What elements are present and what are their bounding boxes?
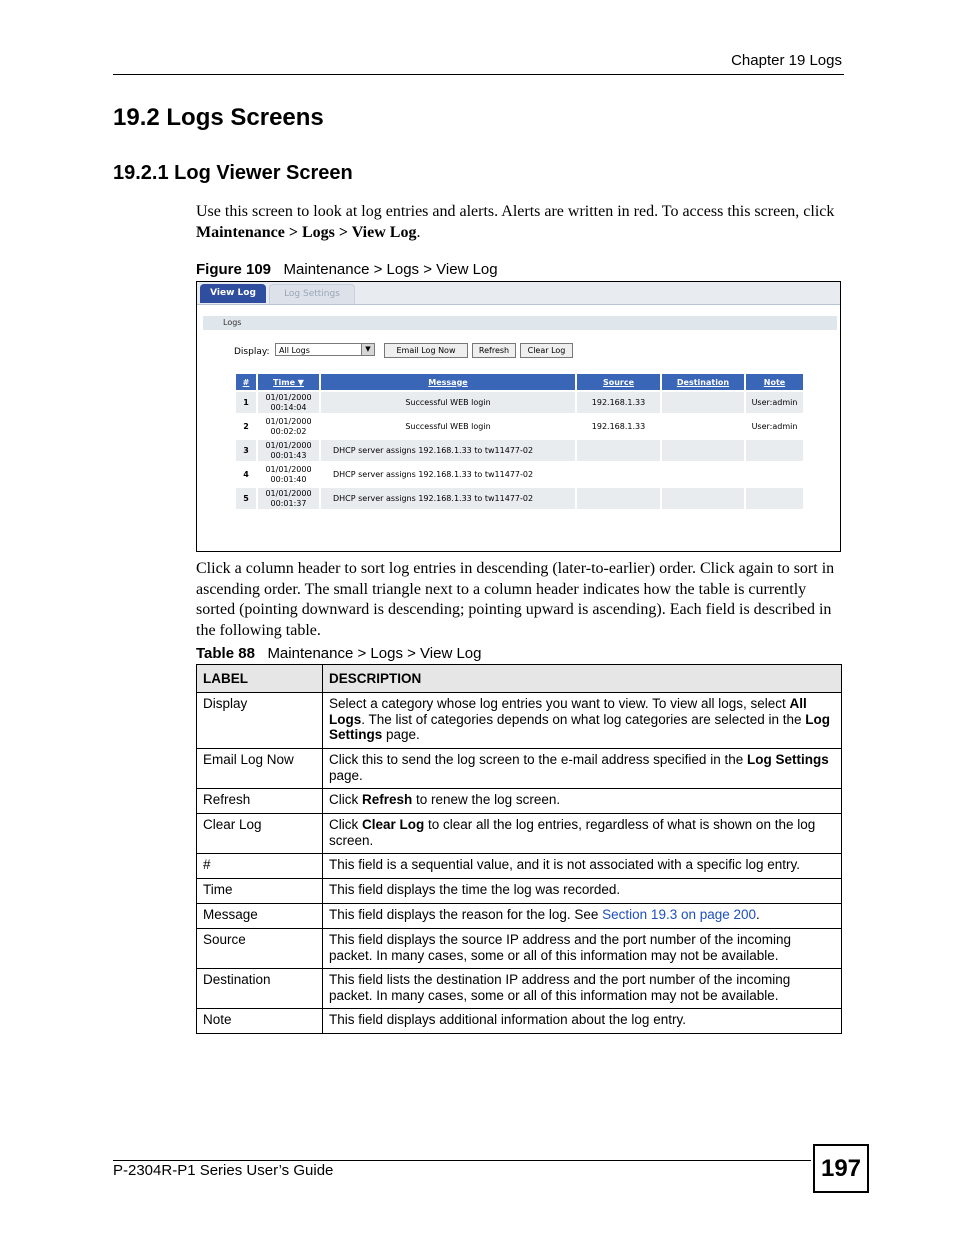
log-destination [662,392,744,413]
log-destination [662,488,744,509]
log-note: User:admin [746,392,803,413]
intro-menu-path: Maintenance > Logs > View Log [196,223,417,241]
table-row [197,879,842,904]
row-description [323,814,842,854]
desc-bold: Clear Log [362,817,425,832]
log-source [577,440,660,461]
log-row [236,416,803,437]
row-description: This field displays the time the log was recorded. [323,879,842,904]
log-note [746,440,803,461]
intro-text: Use this screen to look at log entries and alerts. Alerts are written in red. To access this screen, click [196,203,835,220]
row-description [323,904,842,929]
refresh-button[interactable]: Refresh [472,343,516,358]
log-note [746,488,803,509]
table-row [197,789,842,814]
desc-bold: Refresh [362,792,413,807]
display-select-value: All Logs [279,346,310,355]
tab-bar [197,282,840,305]
tab-log-settings[interactable]: Log Settings [269,284,355,304]
desc-text: Click [329,817,362,832]
log-date: 01/01/2000 [265,392,312,402]
figure-caption [196,261,498,278]
section-link[interactable]: Section 19.3 on page 200 [602,907,757,922]
log-table-header [236,374,803,390]
table-caption [196,645,481,662]
header-label: LABEL [197,665,323,693]
guide-title: P-2304R-P1 Series User’s Guide [113,1162,334,1179]
intro-period: . [416,223,421,241]
header-description: DESCRIPTION [323,665,842,693]
log-source [577,464,660,485]
log-clock: 00:01:40 [270,474,307,484]
log-num: 3 [236,440,256,461]
row-label: Clear Log [197,814,323,854]
log-destination [662,464,744,485]
row-description: This field lists the destination IP address and the port number of the incoming packet. In many cases, some or all of this information may not be available. [323,969,842,1009]
sort-descending-icon: ▼ [297,377,304,387]
log-message: Successful WEB login [321,416,575,437]
row-label: Refresh [197,789,323,814]
row-label: Time [197,879,323,904]
row-label: Source [197,929,323,969]
figure-caption-text: Maintenance > Logs > View Log [283,261,498,278]
desc-text: This field displays the reason for the log. See [329,907,603,922]
table-row [197,929,842,969]
section-title: 19.2 Logs Screens [113,104,324,131]
logs-section-bar: Logs [203,316,837,330]
log-source: 192.168.1.33 [577,416,660,437]
log-row [236,488,803,509]
log-clock: 00:01:43 [270,450,307,460]
table-label: Table 88 [196,645,255,662]
log-num: 2 [236,416,256,437]
desc-text: to renew the log screen. [412,792,561,807]
log-source [577,488,660,509]
table-row [197,854,842,879]
row-label: Email Log Now [197,749,323,789]
log-destination [662,440,744,461]
log-time [258,488,319,509]
log-num: 4 [236,464,256,485]
log-date: 01/01/2000 [265,416,312,426]
row-label: Message [197,904,323,929]
log-source: 192.168.1.33 [577,392,660,413]
display-label: Display: [234,347,270,357]
log-clock: 00:02:02 [270,426,307,436]
intro-paragraph [196,202,842,243]
desc-text: Click [329,792,362,807]
table-row [197,904,842,929]
subsection-title: 19.2.1 Log Viewer Screen [113,162,353,184]
log-date: 01/01/2000 [265,464,312,474]
table-row [197,693,842,749]
page-number: 197 [813,1144,869,1193]
table-row [197,749,842,789]
table-row [197,814,842,854]
row-label: Note [197,1009,323,1034]
log-time [258,464,319,485]
chapter-header: Chapter 19 Logs [731,52,842,69]
log-clock: 00:14:04 [270,402,307,412]
log-row [236,392,803,413]
table-caption-text: Maintenance > Logs > View Log [267,645,482,662]
row-description: This field displays the source IP address and the port number of the incoming packet. In many cases, some or all of this information may not be available. [323,929,842,969]
row-description [323,749,842,789]
log-message: DHCP server assigns 192.168.1.33 to tw11477-02 [321,464,575,485]
log-message: Successful WEB login [321,392,575,413]
col-header-source[interactable]: Source [577,374,660,390]
log-date: 01/01/2000 [265,440,312,450]
sorting-paragraph: Click a column header to sort log entries in descending (later-to-earlier) order. Click again to sort in ascending order. The small triangle next to a column header indicates how the table is currently sorted (pointing downward is descending; pointing upward is ascending). Each field is described in the following table. [196,560,835,639]
table-header-row [197,665,842,693]
desc-text: Click this to send the log screen to the e-mail address specified in the [329,752,747,767]
col-header-time-label: Time [273,377,295,387]
table-row [197,969,842,1009]
log-time [258,440,319,461]
display-select[interactable] [275,343,375,356]
col-header-num[interactable]: # [236,374,256,390]
desc-text: page. [382,727,420,742]
col-header-message[interactable]: Message [321,374,575,390]
desc-text: . The list of categories depends on what log categories are selected in the [361,711,806,727]
log-date: 01/01/2000 [265,488,312,498]
row-description [323,789,842,814]
log-time [258,392,319,413]
chevron-down-icon[interactable]: ▼ [361,344,374,355]
log-note [746,464,803,485]
table-row [197,1009,842,1034]
desc-text: to clear all the log entries, regardless of what is shown on the log screen. [329,817,816,848]
row-label: Display [197,693,323,749]
view-log-screenshot [196,281,841,552]
log-time [258,416,319,437]
row-description: This field displays additional information about the log entry. [323,1009,842,1034]
email-log-now-button[interactable]: Email Log Now [384,343,468,358]
row-label: Destination [197,969,323,1009]
tab-view-log[interactable]: View Log [200,284,266,303]
desc-bold: Log Settings [329,711,831,742]
col-header-time[interactable] [258,374,319,390]
clear-log-button[interactable]: Clear Log [520,343,573,358]
log-num: 1 [236,392,256,413]
field-description-table [196,664,842,1034]
log-clock: 00:01:37 [270,498,307,508]
desc-text: . [756,907,760,922]
log-row [236,440,803,461]
col-header-destination[interactable]: Destination [662,374,744,390]
log-note: User:admin [746,416,803,437]
log-row [236,464,803,485]
desc-bold: All Logs [329,696,807,727]
desc-text: Select a category whose log entries you want to view. To view all logs, select [329,696,790,711]
footer-rule [113,1160,811,1161]
log-destination [662,416,744,437]
desc-bold: Log Settings [746,752,829,767]
row-label: # [197,854,323,879]
desc-text: page. [329,767,363,783]
figure-label: Figure 109 [196,261,272,278]
row-description: This field is a sequential value, and it is not associated with a specific log entry. [323,854,842,879]
row-description [323,693,842,749]
log-message: DHCP server assigns 192.168.1.33 to tw11477-02 [321,440,575,461]
col-header-note[interactable]: Note [746,374,803,390]
log-message: DHCP server assigns 192.168.1.33 to tw11477-02 [321,488,575,509]
header-rule [113,74,844,75]
log-num: 5 [236,488,256,509]
